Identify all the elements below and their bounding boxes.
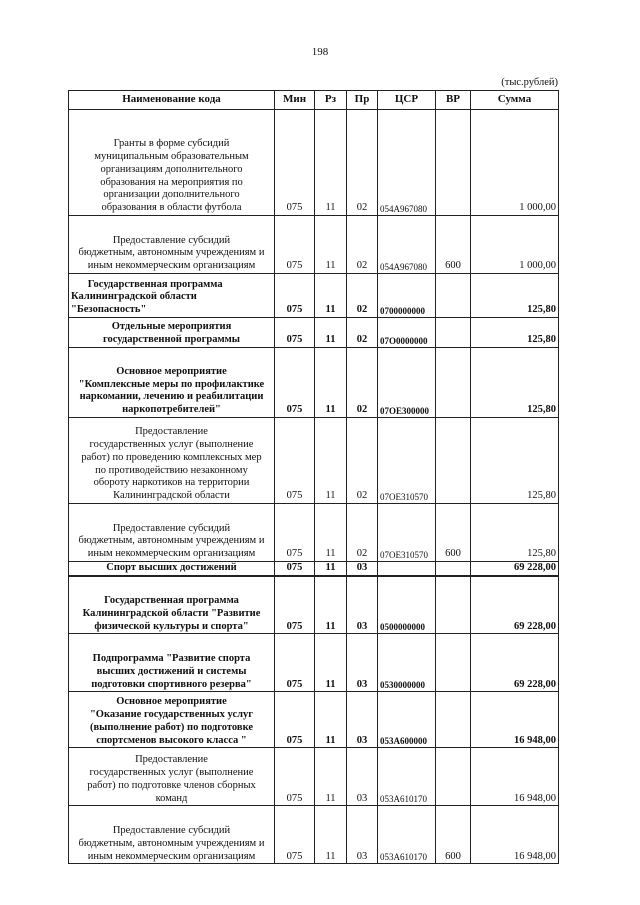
row-min: 075: [275, 748, 315, 806]
table-row: [69, 348, 559, 418]
row-pr: 03: [347, 748, 378, 806]
row-vr: [436, 418, 471, 504]
row-csr: 07ОЕ300000: [378, 348, 436, 418]
row-csr: 07ОЕ310570: [378, 504, 436, 562]
row-pr: 02: [347, 110, 378, 216]
row-min: 075: [275, 692, 315, 748]
row-pr: 02: [347, 418, 378, 504]
table-row: [69, 504, 559, 562]
table-row: [69, 748, 559, 806]
row-rz: 11: [315, 110, 347, 216]
header-vr: ВР: [436, 91, 471, 110]
table-row: [69, 318, 559, 348]
row-csr: 0530000000: [378, 634, 436, 692]
row-pr: 02: [347, 504, 378, 562]
header-min: Мин: [275, 91, 315, 110]
row-pr: 02: [347, 348, 378, 418]
row-name: Основное мероприятие "Оказание государственных услуг (выполнение работ) по подготовке спортсменов высокого класса ": [69, 692, 275, 748]
row-rz: 11: [315, 274, 347, 318]
header-sum: Сумма: [471, 91, 559, 110]
table-row: [69, 692, 559, 748]
row-name: Предоставление государственных услуг (выполнение работ) по подготовке членов сборных команд: [69, 748, 275, 806]
row-rz: 11: [315, 806, 347, 864]
row-pr: 02: [347, 318, 378, 348]
row-vr: [436, 692, 471, 748]
row-csr: [378, 562, 436, 576]
row-min: 075: [275, 110, 315, 216]
table-header-row: [69, 91, 559, 110]
row-sum: 1 000,00: [471, 216, 559, 274]
row-pr: 03: [347, 576, 378, 634]
row-name: Спорт высших достижений: [69, 562, 275, 576]
row-sum: 1 000,00: [471, 110, 559, 216]
row-sum: 125,80: [471, 348, 559, 418]
row-name: Государственная программа Калининградской области "Развитие физической культуры и спорта": [69, 576, 275, 634]
row-vr: [436, 348, 471, 418]
row-csr: 053А600000: [378, 692, 436, 748]
row-vr: 600: [436, 504, 471, 562]
row-pr: 03: [347, 806, 378, 864]
row-rz: 11: [315, 504, 347, 562]
row-sum: 125,80: [471, 504, 559, 562]
page-number: 198: [311, 46, 329, 58]
row-rz: 11: [315, 634, 347, 692]
row-sum: 125,80: [471, 418, 559, 504]
header-csr: ЦСР: [378, 91, 436, 110]
row-min: 075: [275, 318, 315, 348]
row-vr: [436, 748, 471, 806]
row-csr: 07О0000000: [378, 318, 436, 348]
table-row: [69, 634, 559, 692]
row-rz: 11: [315, 692, 347, 748]
row-sum: 69 228,00: [471, 576, 559, 634]
row-name: Основное мероприятие "Комплексные меры по профилактике наркомании, лечению и реабилитации наркопотребителей": [69, 348, 275, 418]
row-vr: [436, 110, 471, 216]
table-row: [69, 110, 559, 216]
row-min: 075: [275, 274, 315, 318]
row-min: 075: [275, 418, 315, 504]
row-min: 075: [275, 562, 315, 576]
row-name: Государственная программа Калининградской области "Безопасность": [69, 274, 275, 318]
row-pr: 02: [347, 216, 378, 274]
row-rz: 11: [315, 562, 347, 576]
row-min: 075: [275, 504, 315, 562]
row-csr: 053А610170: [378, 806, 436, 864]
row-min: 075: [275, 216, 315, 274]
row-rz: 11: [315, 576, 347, 634]
row-sum: 16 948,00: [471, 692, 559, 748]
row-vr: 600: [436, 806, 471, 864]
table-row: [69, 806, 559, 864]
row-rz: 11: [315, 748, 347, 806]
header-name: Наименование кода: [69, 91, 275, 110]
header-pr: Пр: [347, 91, 378, 110]
row-pr: 02: [347, 274, 378, 318]
table-row: [69, 418, 559, 504]
row-sum: 69 228,00: [471, 634, 559, 692]
row-name: Предоставление субсидий бюджетным, автономным учреждениям и иным некоммерческим организациям: [69, 504, 275, 562]
row-name: Подпрограмма "Развитие спорта высших достижений и системы подготовки спортивного резерва": [69, 634, 275, 692]
row-csr: 07ОЕ310570: [378, 418, 436, 504]
row-vr: 600: [436, 216, 471, 274]
row-min: 075: [275, 806, 315, 864]
row-min: 075: [275, 576, 315, 634]
row-pr: 03: [347, 634, 378, 692]
row-csr: 053А610170: [378, 748, 436, 806]
row-name: Предоставление государственных услуг (выполнение работ) по проведению комплексных мер по противодействию незаконному обороту наркотиков на территории Калининградской области: [69, 418, 275, 504]
row-sum: 16 948,00: [471, 748, 559, 806]
row-rz: 11: [315, 418, 347, 504]
row-pr: 03: [347, 562, 378, 576]
units-label: (тыс.рублей): [501, 77, 558, 88]
row-csr: 0500000000: [378, 576, 436, 634]
table-row: [69, 274, 559, 318]
row-sum: 125,80: [471, 318, 559, 348]
row-vr: [436, 634, 471, 692]
table-row: [69, 576, 559, 634]
table-row: [69, 216, 559, 274]
row-rz: 11: [315, 216, 347, 274]
row-sum: 69 228,00: [471, 562, 559, 576]
row-rz: 11: [315, 318, 347, 348]
row-min: 075: [275, 634, 315, 692]
header-rz: Рз: [315, 91, 347, 110]
row-vr: [436, 274, 471, 318]
row-rz: 11: [315, 348, 347, 418]
row-sum: 125,80: [471, 274, 559, 318]
row-vr: [436, 562, 471, 576]
row-name: Гранты в форме субсидий муниципальным образовательным организациям дополнительного образования на мероприятия по организации дополнительного образования в области футбола: [69, 110, 275, 216]
table-row: [69, 562, 559, 576]
row-sum: 16 948,00: [471, 806, 559, 864]
row-csr: 054А967080: [378, 216, 436, 274]
row-vr: [436, 576, 471, 634]
row-csr: 054А967080: [378, 110, 436, 216]
budget-table: [68, 90, 559, 864]
row-csr: 0700000000: [378, 274, 436, 318]
row-name: Отдельные мероприятия государственной программы: [69, 318, 275, 348]
row-pr: 03: [347, 692, 378, 748]
row-name: Предоставление субсидий бюджетным, автономным учреждениям и иным некоммерческим организациям: [69, 216, 275, 274]
row-name: Предоставление субсидий бюджетным, автономным учреждениям и иным некоммерческим организациям: [69, 806, 275, 864]
row-min: 075: [275, 348, 315, 418]
row-vr: [436, 318, 471, 348]
